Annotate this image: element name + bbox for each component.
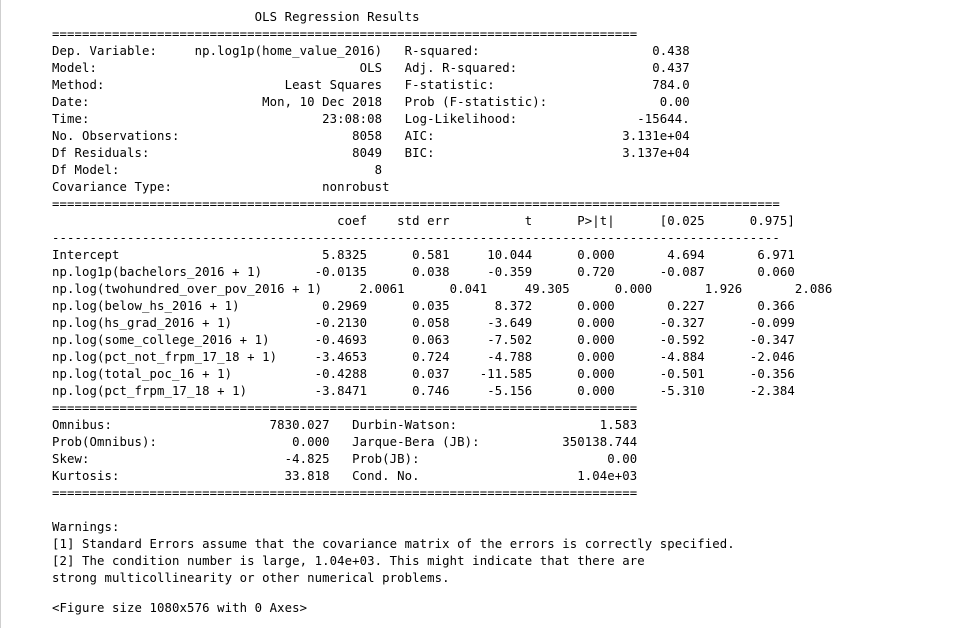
warning-line: [2] The condition number is large, 1.04e+03. This might indicate that there are [52, 554, 645, 568]
model-info-row: Covariance Type: nonrobust [52, 180, 698, 194]
bottom-rule: ============================================================================== [52, 486, 638, 500]
coef-rule: ================================================================================================= [52, 197, 780, 211]
model-info-row: Time: 23:08:08 Log-Likelihood: -15644. [52, 112, 690, 126]
coef-row: np.log(pct_frpm_17_18 + 1) -3.8471 0.746 -5.156 0.000 -5.310 -2.384 [52, 384, 795, 398]
model-info-row: Df Residuals: 8049 BIC: 3.137e+04 [52, 146, 690, 160]
coef-row: np.log(pct_not_frpm_17_18 + 1) -3.4653 0.724 -4.788 0.000 -4.884 -2.046 [52, 350, 795, 364]
coef-row: np.log(hs_grad_2016 + 1) -0.2130 0.058 -3.649 0.000 -0.327 -0.099 [52, 316, 795, 330]
figure-repr-text: <Figure size 1080x576 with 0 Axes> [52, 601, 308, 615]
ols-summary-text [52, 9, 832, 587]
dash-rule: ------------------------------------------------------------------------------------------------- [52, 231, 780, 245]
warnings-title: Warnings: [52, 520, 120, 534]
coef-row: np.log(twohundred_over_pov_2016 + 1) 2.0061 0.041 49.305 0.000 1.926 2.086 [52, 282, 833, 296]
summary-title: OLS Regression Results [52, 10, 420, 24]
top-rule: ============================================================================== [52, 27, 638, 41]
diag-row: Omnibus: 7830.027 Durbin-Watson: 1.583 [52, 418, 638, 432]
warning-line: strong multicollinearity or other numerical problems. [52, 571, 450, 585]
diag-row: Skew: -4.825 Prob(JB): 0.00 [52, 452, 638, 466]
coef-row: np.log1p(bachelors_2016 + 1) -0.0135 0.038 -0.359 0.720 -0.087 0.060 [52, 265, 795, 279]
model-info-row: Date: Mon, 10 Dec 2018 Prob (F-statistic): 0.00 [52, 95, 690, 109]
warning-line: [1] Standard Errors assume that the covariance matrix of the errors is correctly specified. [52, 537, 735, 551]
model-info-row: Df Model: 8 [52, 163, 690, 177]
diag-row: Prob(Omnibus): 0.000 Jarque-Bera (JB): 350138.744 [52, 435, 638, 449]
coef-header: coef std err t P>|t| [0.025 0.975] [52, 214, 795, 228]
model-info-row: Method: Least Squares F-statistic: 784.0 [52, 78, 690, 92]
coef-row: np.log(total_poc_16 + 1) -0.4288 0.037 -11.585 0.000 -0.501 -0.356 [52, 367, 795, 381]
coef-row: Intercept 5.8325 0.581 10.044 0.000 4.694 6.971 [52, 248, 795, 262]
coef-row: np.log(some_college_2016 + 1) -0.4693 0.063 -7.502 0.000 -0.592 -0.347 [52, 333, 795, 347]
model-info-row: No. Observations: 8058 AIC: 3.131e+04 [52, 129, 690, 143]
diag-row: Kurtosis: 33.818 Cond. No. 1.04e+03 [52, 469, 638, 483]
coef-row: np.log(below_hs_2016 + 1) 0.2969 0.035 8.372 0.000 0.227 0.366 [52, 299, 795, 313]
diag-rule: ============================================================================== [52, 401, 638, 415]
model-info-row: Model: OLS Adj. R-squared: 0.437 [52, 61, 690, 75]
model-info-row: Dep. Variable: np.log1p(home_value_2016) R-squared: 0.438 [52, 44, 690, 58]
